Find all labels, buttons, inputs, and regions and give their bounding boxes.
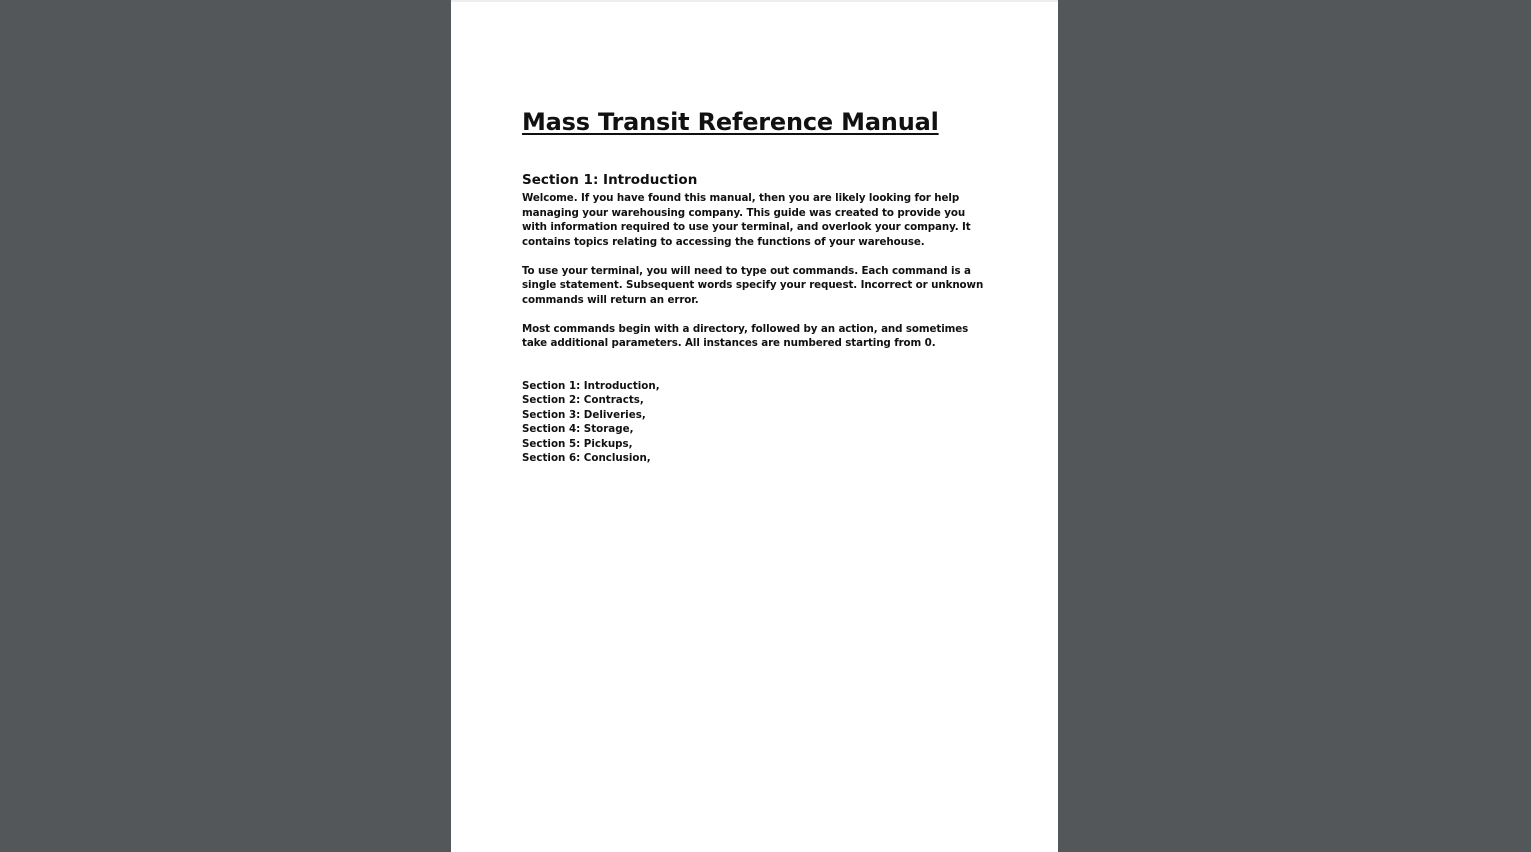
intro-paragraph-3: Most commands begin with a directory, followed by an action, and sometimes take additional parameters. All instances are numbered starting from 0. bbox=[522, 322, 969, 349]
toc-item-pickups: Section 5: Pickups, bbox=[522, 437, 633, 450]
toc-item-deliveries: Section 3: Deliveries, bbox=[522, 408, 646, 421]
toc-item-conclusion: Section 6: Conclusion, bbox=[522, 452, 651, 464]
toc-item-storage: Section 4: Storage, bbox=[522, 423, 634, 435]
section-heading: Section 1: Introduction bbox=[522, 172, 698, 188]
page-content bbox=[522, 106, 992, 466]
toc-item-contracts: Section 2: Contracts, bbox=[522, 394, 644, 406]
intro-paragraph-2: To use your terminal, you will need to type out commands. Each command is a single statement. Subsequent words specify your request. Incorrect or unknown commands will return an error. bbox=[522, 264, 984, 306]
intro-paragraph-1: Welcome. If you have found this manual, then you are likely looking for help managing your warehousing company. This guide was created to provide you with information required to use your terminal, and overlook your company. It contains topics relating to accessing the functions of your warehouse. bbox=[522, 192, 971, 248]
manual-title: Mass Transit Reference Manual bbox=[522, 108, 939, 136]
toc-item-introduction: Section 1: Introduction, bbox=[522, 379, 660, 392]
document-page bbox=[451, 0, 1058, 852]
table-of-contents bbox=[522, 379, 992, 466]
